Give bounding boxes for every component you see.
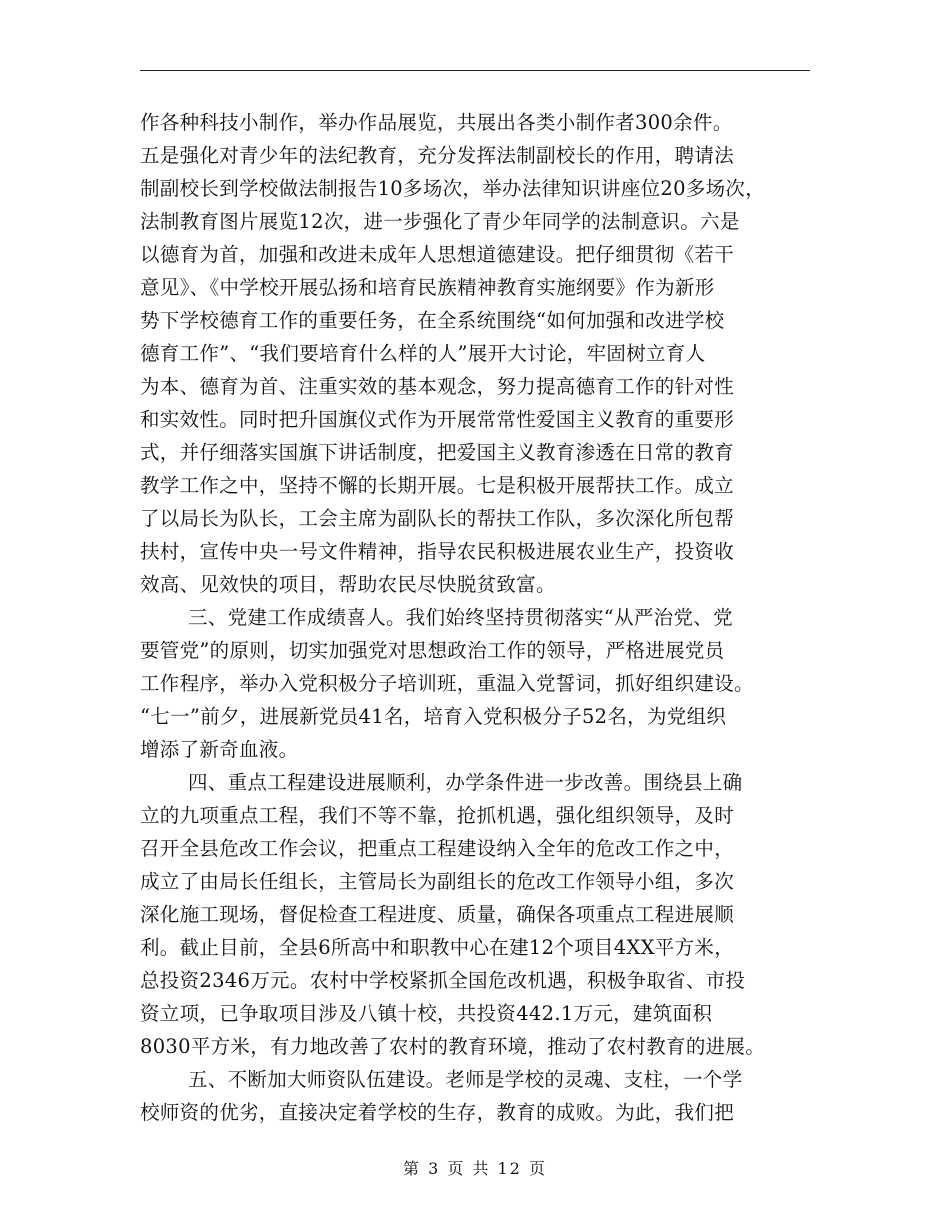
- text-line: 五是强化对青少年的法纪教育，充分发挥法制副校长的作用，聘请法: [140, 144, 735, 167]
- text-line: 教学工作之中，坚持不懈的长期开展。七是积极开展帮扶工作。成立: [140, 474, 735, 497]
- footer-middle: 页 共: [447, 1159, 491, 1178]
- text-line: 工作程序，举办入党积极分子培训班，重温入党誓词，抓好组织建设。: [140, 672, 754, 695]
- text-line: 了以局长为队长，工会主席为副队长的帮扶工作队，多次深化所包帮: [140, 507, 735, 530]
- text-line: 效高、见效快的项目，帮助农民尽快脱贫致富。: [140, 573, 556, 596]
- text-line: 以德育为首，加强和改进未成年人思想道德建设。把仔细贯彻《若干: [140, 243, 735, 266]
- text-line: 意见》、《中学校开展弘扬和培育民族精神教育实施纲要》作为新形: [140, 276, 715, 299]
- paragraph-start-line: 四、重点工程建设进展顺利，办学条件进一步改善。围绕县上确: [188, 771, 743, 794]
- text-line: 校师资的优劣，直接决定着学校的生存，教育的成败。为此，我们把: [140, 1101, 735, 1124]
- footer-suffix: 页: [529, 1159, 548, 1178]
- page-footer: [0, 1156, 950, 1179]
- text-line: 召开全县危改工作会议，把重点工程建设纳入全年的危改工作之中，: [140, 837, 735, 860]
- text-line: 要管党”的原则，切实加强党对思想政治工作的领导，严格进展党员: [140, 639, 725, 662]
- text-line: 制副校长到学校做法制报告10多场次，举办法律知识讲座位20多场次，: [140, 177, 766, 200]
- text-line: “七一”前夕，进展新党员41名，培育入党积极分子52名，为党组织: [140, 705, 727, 728]
- text-line: 深化施工现场，督促检查工程进度、质量，确保各项重点工程进展顺: [140, 903, 735, 926]
- footer-prefix: 第: [402, 1159, 421, 1178]
- text-line: 法制教育图片展览12次，进一步强化了青少年同学的法制意识。六是: [140, 210, 740, 233]
- text-line: 作各种科技小制作，举办作品展览，共展出各类小制作者300余件。: [140, 111, 733, 134]
- paragraph-start-line: 三、党建工作成绩喜人。我们始终坚持贯彻落实“从严治党、党: [188, 606, 733, 629]
- text-line: 利。截止目前，全县6所高中和职教中心在建12个项目4XX平方米，: [140, 936, 734, 959]
- text-line: 8030平方米，有力地改善了农村的教育环境，推动了农村教育的进展。: [140, 1035, 766, 1058]
- text-line: 立的九项重点工程，我们不等不靠，抢抓机遇，强化组织领导，及时: [140, 804, 735, 827]
- text-line: 总投资2346万元。农村中学校紧抓全国危改机遇，积极争取省、市投: [140, 969, 746, 992]
- text-line: 德育工作”、“我们要培育什么样的人”展开大讨论，牢固树立育人: [140, 342, 706, 365]
- text-line: 增添了新奇血液。: [140, 738, 299, 761]
- text-line: 和实效性。同时把升国旗仪式作为开展常常性爱国主义教育的重要形: [140, 408, 735, 431]
- total-pages: 12: [497, 1159, 522, 1178]
- text-line: 式，并仔细落实国旗下讲话制度，把爱国主义教育渗透在日常的教育: [140, 441, 735, 464]
- text-line: 资立项，已争取项目涉及八镇十校，共投资442.1万元，建筑面积: [140, 1002, 713, 1025]
- text-line: 扶村，宣传中央一号文件精神，指导农民积极进展农业生产，投资收: [140, 540, 735, 563]
- text-line: 势下学校德育工作的重要任务，在全系统围绕“如何加强和改进学校: [140, 309, 725, 332]
- text-line: 为本、德育为首、注重实效的基本观念，努力提高德育工作的针对性: [140, 375, 735, 398]
- page-number: 3: [428, 1159, 441, 1178]
- text-line: 成立了由局长任组长，主管局长为副组长的危改工作领导小组，多次: [140, 870, 735, 893]
- paragraph-start-line: 五、不断加大师资队伍建设。老师是学校的灵魂、支柱，一个学: [188, 1068, 743, 1091]
